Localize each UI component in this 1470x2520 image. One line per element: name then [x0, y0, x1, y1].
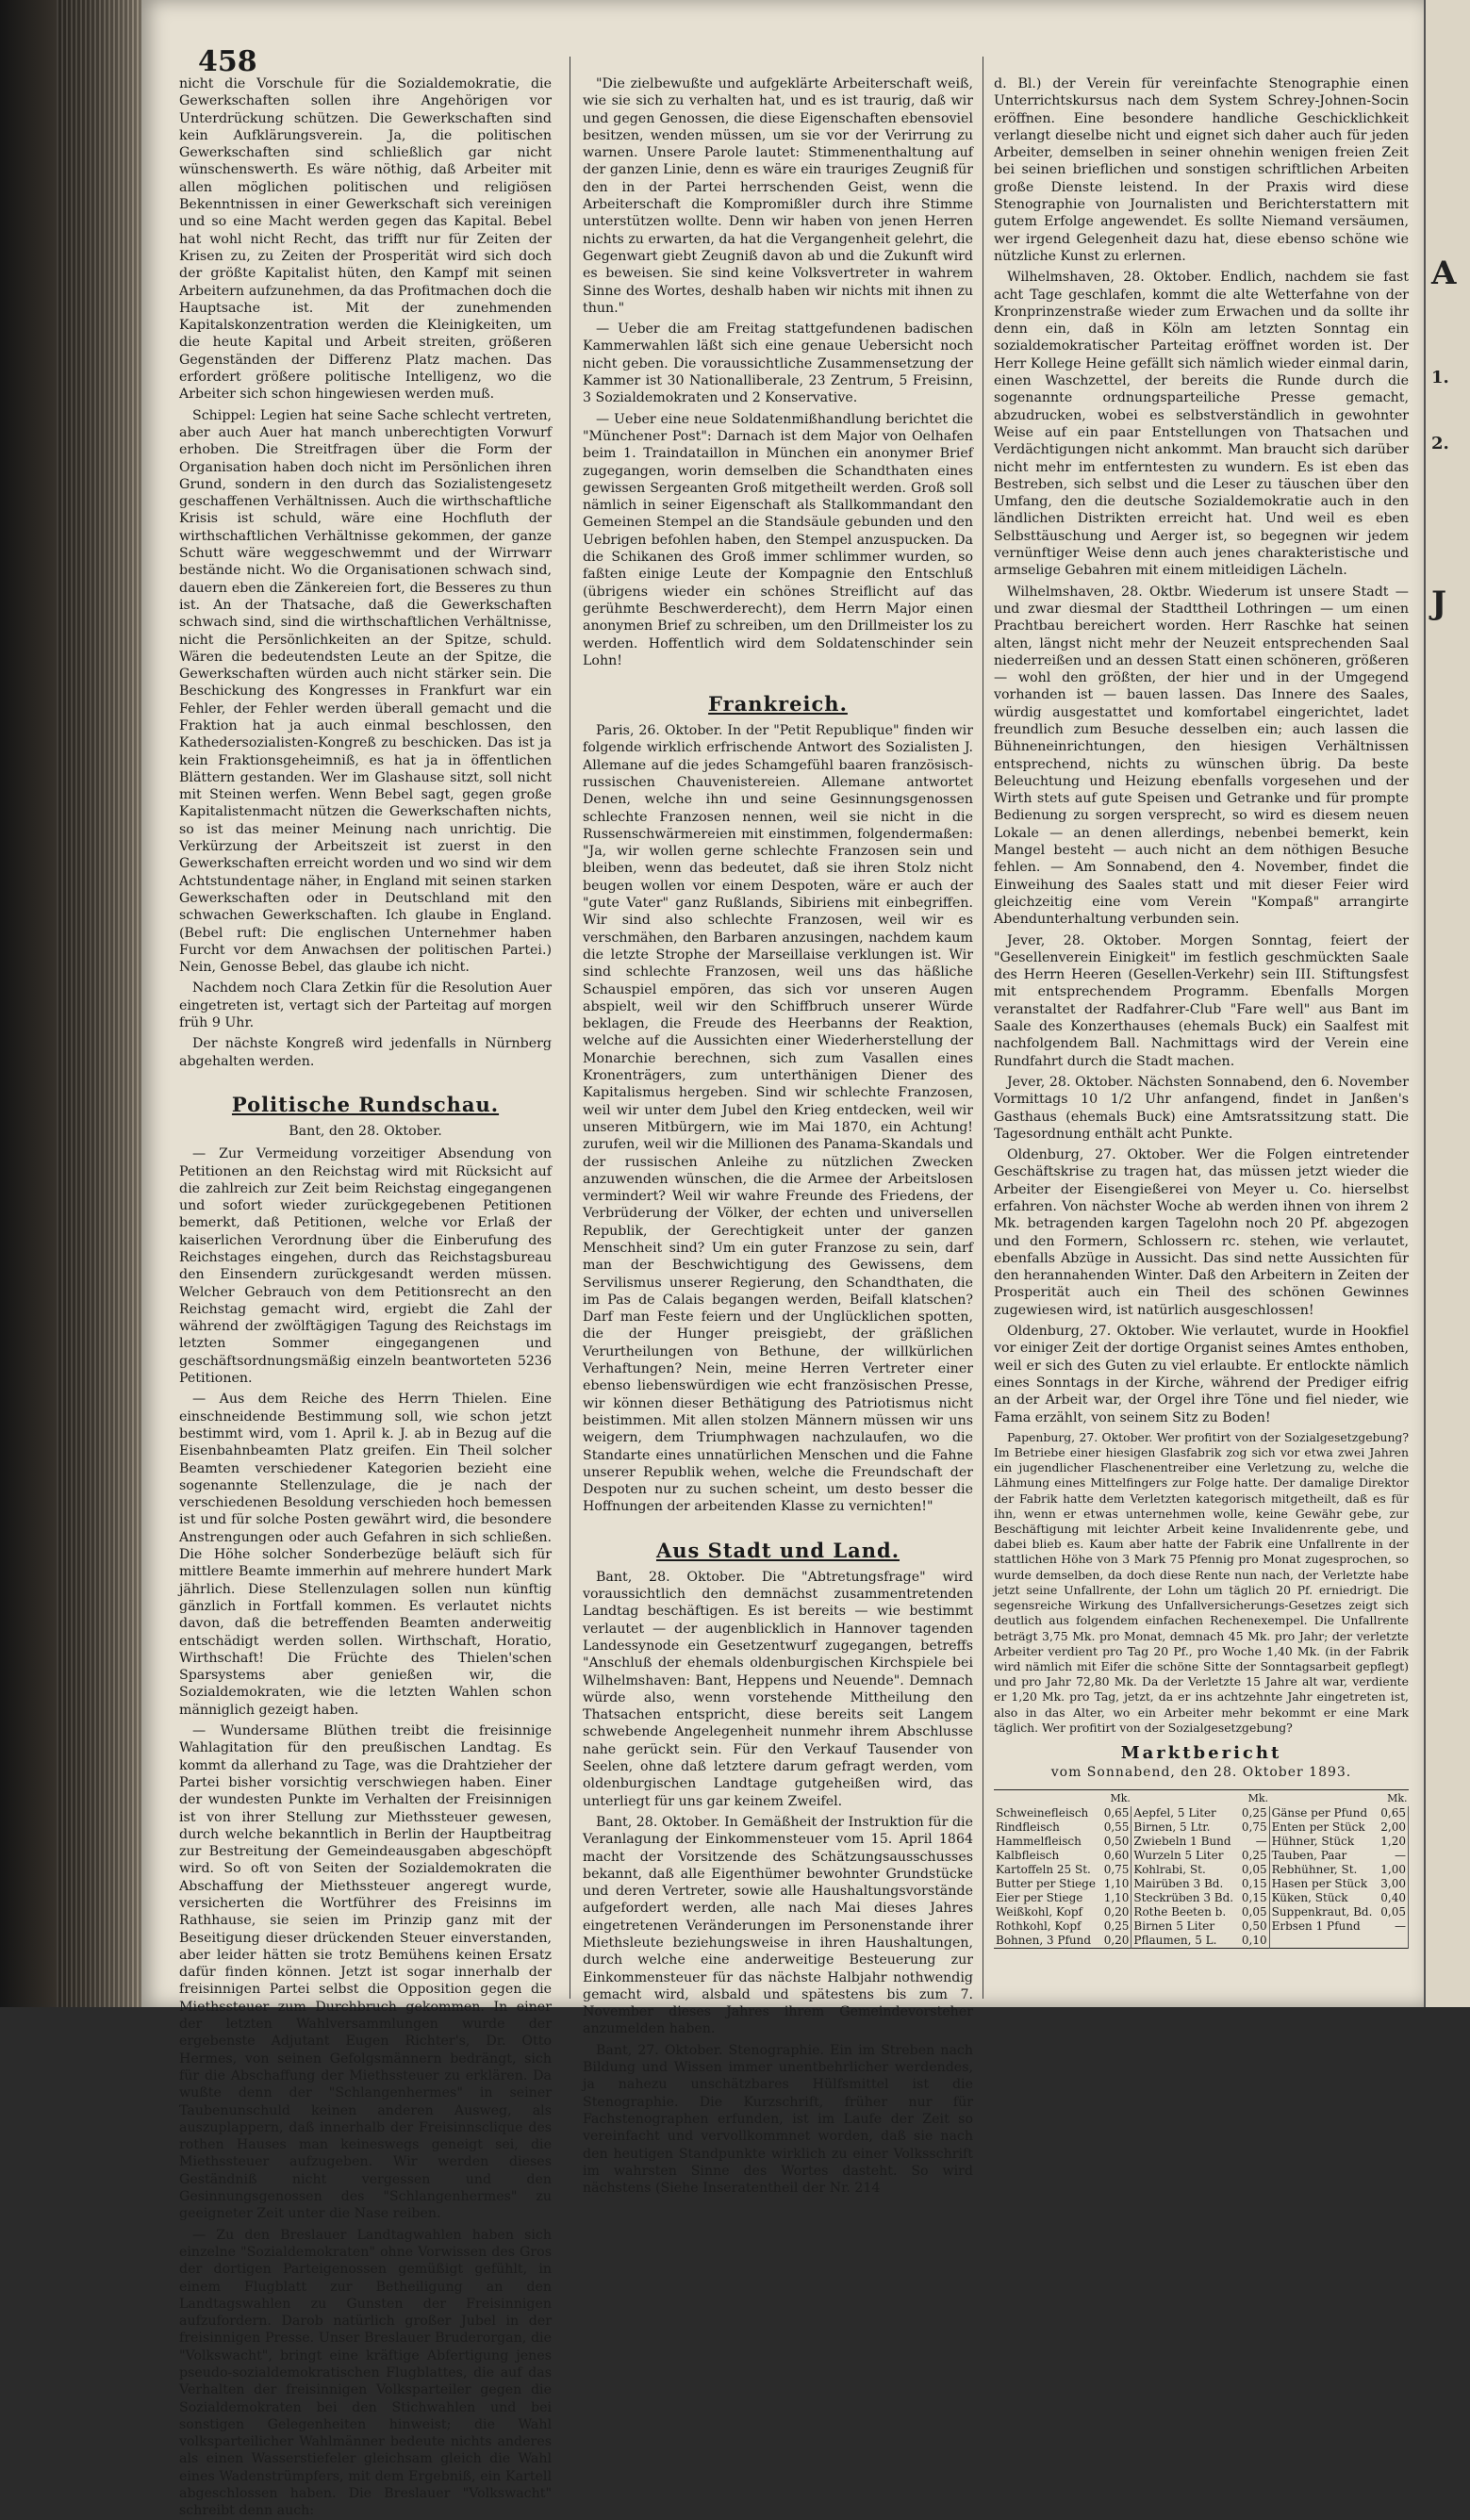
market-row [994, 1919, 1409, 1934]
market-item: Küken, Stück [1271, 1890, 1348, 1904]
market-price: 0,75 [1239, 1820, 1269, 1835]
adjacent-fragment: J [1431, 585, 1447, 622]
market-item: Eier per Stiege [996, 1890, 1083, 1904]
article-paragraph: "Die zielbewußte und aufgeklärte Arbeiterschaft weiß, wie sie sich zu verhalten hat, und es ist traurig, daß wir und gegen Genossen, die diese Eigenschaften ebensoviel besitzen, wenden müssen, um sie vor der Verirrung zu warnen. Unsere Parole lautet: Stimmenenthaltung auf der ganzen Linie, denn es wäre ein trauriges Zeugniß für den in der Partei herrschenden Geist, wenn die Arbeiterschaft die Kompromißler durch ihre Stimme unterstützen wollte. Denn wir haben von jenen Herren nichts zu erwarten, da hat die Vergangenheit gelehrt, die Gegenwart giebt Zeugniß davon ab und die Zukunft wird es beweisen. Sie sind keine Volksvertreter in wahrem Sinne des Wortes, deshalb haben wir nichts mit ihnen zu thun." [583, 76, 973, 316]
market-item: Rothkohl, Kopf [996, 1919, 1082, 1933]
market-price: 1,20 [1378, 1835, 1408, 1849]
market-item: Weißkohl, Kopf [996, 1904, 1082, 1919]
market-price: 0,10 [1239, 1934, 1269, 1949]
market-row [994, 1806, 1409, 1820]
market-item: Hühner, Stück [1271, 1834, 1355, 1848]
market-row [994, 1905, 1409, 1919]
market-price: 0,05 [1378, 1905, 1408, 1919]
market-item: Gänse per Pfund [1271, 1805, 1368, 1820]
market-item: Steckrüben 3 Bd. [1133, 1890, 1234, 1904]
article-paragraph: Bant, 28. Oktober. Die "Abtretungsfrage" wird voraussichtlich den demnächst zusammentretenden Landtag beschäftigen. Es ist bereits — wie bestimmt verlautet — der augenblicklich in Hannover tagenden Landessynode ein Gesetzentwurf zugegangen, betreffs "Anschluß der ehemals oldenburgischen Kirchspiele bei Wilhelmshaven: Bant, Heppens und Neuende". Demnach würde also, wenn vorstehende Mittheilung den Thatsachen entspricht, diese bereits seit Langem schwebende Angelegenheit nunmehr ihrem Abschlusse nahe gerückt sein. Für den Verkauf Tausender von Seelen, ohne daß letztere darum gefragt werden, vom oldenburgischen Landtage gutgeheißen wird, das unterliegt für uns gar keinem Zweifel. [583, 1569, 973, 1809]
adjacent-fragment: A [1431, 255, 1457, 292]
market-price: 0,20 [1101, 1934, 1131, 1949]
market-price: 0,25 [1239, 1849, 1269, 1863]
market-item: Aepfel, 5 Liter [1133, 1805, 1216, 1820]
column-1 [179, 75, 552, 2519]
market-price: 0,60 [1101, 1849, 1131, 1863]
article-paragraph: Bant, 27. Oktober. Stenographie. Ein im Streben nach Bildung und Wissen immer unentbehrlicher werdendes, ja nahezu unschätzbares Hülfsmittel ist die Stenographie. Die Kurzschrift, früher nur für Fachstenographen erfunden, ist im Laufe der Zeit so vereinfacht und vervollkommnet worden, daß sie nach den heutigen Standpunkte wirklich zu einer Volksschrift im wahrsten Sinne des Wortes dasteht. So wird nächstens (Siehe Inseratentheil der Nr. 214 [583, 2042, 973, 2197]
adjacent-fragment: 2. [1431, 434, 1449, 453]
market-price: 2,00 [1378, 1820, 1408, 1835]
binding-spine [57, 0, 151, 2007]
market-report-title: Marktbericht [1120, 1742, 1282, 1763]
market-price: 1,10 [1101, 1891, 1131, 1905]
market-price: 0,65 [1101, 1806, 1131, 1820]
market-price: 0,25 [1101, 1919, 1131, 1934]
unit-label: Mk. [1247, 1791, 1269, 1804]
market-row [994, 1891, 1409, 1905]
market-item: Kalbfleisch [996, 1848, 1060, 1862]
market-row [994, 1849, 1409, 1863]
market-item: Rothe Beeten b. [1133, 1904, 1227, 1919]
article-paragraph: Wilhelmshaven, 28. Oktober. Endlich, nachdem sie fast acht Tage geschlafen, kommt die alte Wetterfahne von der Kronprinzenstraße wieder zum Erwachen und da sollte ihr denn ein, daß in Köln am letzten Sonntag ein sozialdemokratischer Parteitag eröffnet worden ist. Der Herr Kollege Heine gefällt sich nämlich wieder einmal darin, einen Waschzettel, der bereits die Runde durch die sogenannte ordnungsparteiliche Presse gemacht, abzudrucken, wobei es selbstverständlich in gewohnter Weise auf ein paar Entstellungen von Thatsachen und Verdächtigungen nicht ankommt. Man braucht sich darüber nicht mehr im entferntesten zu wundern. Es ist eben das Bestreben, sich selbst und die Leser zu täuschen über den Umfang, den die deutsche Sozialdemokratie auch in den ländlichen Distrikten erreicht hat. Und weil es eben Selbsttäuschung und Aerger ist, so begegnen wir jedem vernünftiger Weise denn auch jenes charakteristische und armselige Gebahren mit einem mitleidigen Lächeln. [994, 270, 1409, 579]
article-paragraph: Oldenburg, 27. Oktober. Wie verlautet, wurde in Hookfiel vor einiger Zeit der dortige Organist seines Amtes enthoben, weil er sich des Guten zu viel erlaubte. Er entlockte nämlich eines Sonntags in der Kirche, während der Prediger eifrig an der Arbeit war, der Orgel ihre Töne und fiel nieder, wie Fama erzählt, von seinem Sitz zu Boden! [994, 1324, 1409, 1425]
market-item: Kohlrabi, St. [1133, 1862, 1206, 1876]
article-paragraph: — Wundersame Blüthen treibt die freisinnige Wahlagitation für den preußischen Landtag. Es kommt da allerhand zu Tage, was die Drahtzieher der Partei bisher vorsichtig verschwiegen haben. Einer der wundesten Punkte im Verhalten der Freisinnigen ist von ihrer Stellung zur Miethssteuer gewesen, durch welche bekanntlich in Berlin der Hauptbeitrag zur Bestreitung der Gemeindeausgaben abgeschöpft wird. So oft von Seiten der Sozialdemokraten die Abschaffung der Miethssteuer angeregt wurde, versicherten die Wortführer des Freisinns im Rathhause, sie seien im Prinzip ganz mit der Beseitigung dieser drückenden Steuer einverstanden, aber leider hätten sie trotz Bemühens keinen Ersatz dafür finden können. Jetzt ist sogar innerhalb der freisinnigen Partei selbst die Opposition gegen die Miethssteuer zum Durchbruch gekommen. In einer der letzten Wahlversammlungen wurde der ergebenste Adjutant Eugen Richter's, Dr. Otto Hermes, von seinen Gefolgsmännern bedrängt, sich für die Abschaffung der Miethssteuer zu erklären. Da wußte denn der "Schlangenhermes" in seiner Taubenunschuld keinen anderen Ausweg, als auszuplappern, daß innerhalb der Freisinnsclique des rothen Hauses man keineswegs geneigt sei, die Miethssteuer aufzugeben. Wir werden dieses Geständniß nicht vergessen und den Gesinnungsgenossen des "Schlangenhermes" zu geeigneter Zeit unter die Nase reiben. [179, 1723, 552, 2222]
article-paragraph: — Ueber eine neue Soldatenmißhandlung berichtet die "Münchener Post": Darnach ist dem Major von Oelhafen beim 1. Traindataillon in München ein anonymer Brief zugegangen, worin demselben die Schandthaten eines gewissen Sergeanten Groß mitgetheilt werden. Groß soll nämlich in seiner Eigenschaft als Stallkommandant den Gemeinen Stempel an die Standsäule gebunden und den Uebrigen befohlen haben, den Stempel anzuspucken. Da die Schikanen des Groß immer schlimmer wurden, so faßten einige Leute der Kompagnie den Entschluß (übrigens wieder ein schönes Streiflicht auf das gerühmte Beschwerderecht), dem Herrn Major einen anonymen Brief zu schreiben, um den Drillmeister los zu werden. Hoffentlich wird dem Soldatenschinder sein Lohn! [583, 411, 973, 668]
market-price: — [1378, 1849, 1408, 1863]
article-paragraph: Paris, 26. Oktober. In der "Petit Republique" finden wir folgende wirklich erfrischende Antwort des Sozialisten J. Allemane auf die jedes Schamgefühl baaren französisch-russischen Chauvenistereien. Allemane antwortet Denen, welche ihn und seine Gesinnungsgenossen schlechte Franzosen nennen, weil sie nicht in die Russenschwärmereien mit einstimmen, folgendermaßen: "Ja, wir wollen gerne schlechte Franzosen sein und bleiben, wenn das bedeutet, daß sie ihren Stolz nicht beugen wollen vor einem Despoten, wäre er auch der "gute Vater" ganz Rußlands, Sibiriens mit einbegriffen. Wir sind also schlechte Franzosen, weil wir es verschmähen, den Barbaren anzusingen, nachdem kaum die letzte Strophe der Marseillaise verklungen ist. Wir sind schlechte Franzosen, weil uns das häßliche Schauspiel empören, das sich vor unseren Augen abspielt, weil wir den Schiffbruch unserer Würde beklagen, die Freude des Heerbanns der Reaktion, welche auf die Aussichten einer Wiederherstellung der Monarchie berechnen, sich zum Vasallen eines Kronenträgers, zum unterthänigen Diener des Kapitalismus hergeben. Sind wir schlechte Franzosen, weil wir unter dem Jubel den Krieg entdecken, weil wir unseren Mitbürgern, wie im Mai 1870, ein Achtung! zurufen, weil wir die Millionen des Panama-Skandals und der russischen Anleihe zu nützlichen Zwecken anzuwenden wünschen, die die Armee der Arbeitslosen vermindert? Weil wir wahre Freunde des Friedens, der Verbrüderung der Völker, der echten und universellen Republik, der Gerechtigkeit unter der ganzen Menschheit sind? Um ein guter Franzose zu sein, darf man der Beschwichtigung des Gewissens, dem Servilismus unserer Regierung, den Schandthaten, die im Pas de Calais begangen werden, Beifall klatschen? Darf man Feste feiern und der Unglücklichen spotten, die der Hunger preisgiebt, der gräßlichen Verurtheilungen von Bethune, der willkürlichen Verhaftungen? Nein, meine Herren Vertreter einer ebenso liebenswürdigen wie echt französischen Presse, wir können dieser Bethätigung des Patriotismus nicht beistimmen. Mit allen stolzen Männern müssen wir uns weigern, dem Triumphwagen nachzulaufen, wo die Standarte eines unnatürlichen Menschen und die Fahne unserer Republik wehen, welche die Freundschaft der Despoten nur zu suchen scheint, um desto besser die Hoffnungen der arbeitenden Klasse zu vernichten!" [583, 723, 973, 1515]
article-paragraph: d. Bl.) der Verein für vereinfachte Stenographie einen Unterrichtskursus nach dem System Schrey-Johnen-Socin eröffnen. Eine besondere handliche Geschicklichkeit verlangt dieselbe nicht und eignet sich daher auch für jeden Arbeiter, demselben in seiner ohnehin wenigen freien Zeit bei seinen brieflichen und sonstigen schriftlichen Arbeiten große Dienste leistend. In der Praxis wird diese Stenographie von Journalisten und Berichterstattern mit gutem Erfolge angewendet. Es sollte Niemand versäumen, wer irgend Gelegenheit dazu hat, diese ebenso schöne wie nützliche Kunst zu erlernen. [994, 76, 1409, 264]
market-row [994, 1835, 1409, 1849]
market-item: Zwiebeln 1 Bund [1133, 1834, 1231, 1848]
article-paragraph: Wilhelmshaven, 28. Oktbr. Wiederum ist unsere Stadt — und zwar diesmal der Stadttheil Lothringen — um einen Prachtbau bereichert worden. Herr Raschke hat seinen alten, längst nicht mehr der Neuzeit entsprechenden Saal niederreißen und an dessen Statt einen schöneren, größeren — wohl den größten, der hier und in der Umgegend vorhanden ist — bauen lassen. Das Innere des Saales, würdig ausgestattet und komfortabel eingerichtet, ladet freundlich zum Besuche desselben ein; auch lassen die Bühneneinrichtungen, den hiesigen Verhältnissen entsprechend, nichts zu wünschen übrig. Da beste Beleuchtung und Heizung ebenfalls vorgesehen und der Wirth stets auf gute Speisen und Getranke und für prompte Bedienung zu sorgen versprecht, so wird es diesem neuen Lokale — an denen allerdings, nebenbei bemerkt, kein Mangel besteht — auch nicht an dem nöthigen Besuche fehlen. — Am Sonnabend, den 4. November, findet die Einweihung des Saales statt und mit dieser Feier wird gleichzeitig eine vom Verein "Kompaß" arrangirte Abendunterhaltung verbunden sein. [994, 584, 1409, 928]
market-row [994, 1863, 1409, 1877]
market-item: Birnen 5 Liter [1133, 1919, 1215, 1933]
market-item: Wurzeln 5 Liter [1133, 1848, 1224, 1862]
market-price: 0,25 [1239, 1806, 1269, 1820]
article-paragraph: nicht die Vorschule für die Sozialdemokratie, die Gewerkschaften sollen ihre Angehörigen vor Unterdrückung schützen. Die Gewerkschaften sind kein Aufklärungsverein. Ja, die politischen Gewerkschaften sind schließlich gar nicht wünschenswerth. Es wäre nöthig, daß Arbeiter mit allen möglichen politischen und religiösen Bekenntnissen in einer Gewerkschaft sich vereinigen und so eine Macht werden gegen das Kapital. Bebel hat wohl nicht Recht, das trifft nur für Zeiten der Krisen zu, zu Zeiten der Prosperität wird sich doch der größte Kapitalist hüten, den Kampf mit seinen Arbeitern aufzunehmen, da das Profitmachen doch die Hauptsache ist. Mit der zunehmenden Kapitalskonzentration werden die Kleinigkeiten, um die heute Kapital und Arbeit streiten, größeren Gegenständen der Differenz Platz machen. Das erfordert größere politische Intelligenz, wo die Arbeiter sich schon hingewiesen werden muß. [179, 76, 552, 403]
market-price: 1,00 [1378, 1863, 1408, 1877]
article-paragraph: Schippel: Legien hat seine Sache schlecht vertreten, aber auch Auer hat manch unberechtigten Vorwurf erhoben. Die Streitfragen über die Form der Organisation haben doch nicht im Persönlichen ihren Grund, sondern in den durch das Sozialistengesetz geschaffenen Verhältnissen. Auch die wirthschaftliche Krisis ist schuld, wäre eine Hochfluth der wirthschaftlichen Verhältnisse gekommen, der ganze Schutt wäre weggeschwemmt und der Wirrwarr bestände nicht. Wo die Organisationen schwach sind, dauern eben die Zänkereien fort, die Besseres zu thun ist. An der Thatsache, daß die Gewerkschaften schwach sind, sind die wirthschaftlichen Verhältnisse, nicht die Persönlichkeiten an der Spitze, schuld. Wären die bedeutendsten Leute an der Spitze, die Gewerkschaften würden auch nicht stärker sein. Die Beschickung des Kongresses in Frankfurt war ein Fehler, der Fehler werden überall gemacht und die Fraktion hat ja auch einmal beschlossen, den Kathedersozialisten-Kongreß zu beschicken. Das ist ja kein Fraktionsgeheimniß, es hat ja in öffentlichen Blättern gestanden. Wer im Glashause sitzt, soll nicht mit Steinen werfen. Wenn Bebel sagt, gegen große Kapitalistenmacht nützen die Gewerkschaften nichts, so ist das meiner Meinung nach unrichtig. Die Verkürzung der Arbeitszeit ist zuerst in den Gewerkschaften erreicht worden und wo sind wir dem Achtstundentage näher, in England mit seinen starken Gewerkschaften oder in Deutschland mit den schwachen Gewerkschaften. Ich glaube in England. (Bebel ruft: Die englischen Unternehmer haben Furcht vor dem Anwachsen der politischen Partei.) Nein, Genosse Bebel, das glaube ich nicht. [179, 407, 552, 976]
market-price: 0,15 [1239, 1891, 1269, 1905]
article-paragraph: — Ueber die am Freitag stattgefundenen badischen Kammerwahlen läßt sich eine genaue Uebersicht noch nicht geben. Die voraussichtliche Zusammensetzung der Kammer ist 30 Nationalliberale, 23 Zentrum, 5 Freisinn, 3 Sozialdemokraten und 2 Konservative. [583, 321, 973, 406]
column-3 [994, 75, 1409, 1994]
page-number: 458 [198, 45, 257, 78]
market-price: 0,50 [1101, 1835, 1131, 1849]
market-price: 3,00 [1378, 1877, 1408, 1891]
market-price [1378, 1934, 1408, 1949]
market-row [994, 1820, 1409, 1835]
section-heading: Frankreich. [708, 692, 848, 716]
market-price: 0,40 [1378, 1891, 1408, 1905]
market-item: Pflaumen, 5 L. [1133, 1933, 1217, 1947]
market-report-date: vom Sonnabend, den 28. Oktober 1893. [1050, 1765, 1352, 1781]
market-price: 0,50 [1239, 1919, 1269, 1934]
market-price: — [1378, 1919, 1408, 1934]
unit-label: Mk. [1110, 1791, 1131, 1804]
unit-label: Mk. [1387, 1791, 1408, 1804]
market-price: 0,75 [1101, 1863, 1131, 1877]
section-heading: Aus Stadt und Land. [655, 1538, 900, 1562]
market-item: Suppenkraut, Bd. [1271, 1904, 1373, 1919]
market-price: 0,05 [1239, 1863, 1269, 1877]
market-price: 0,15 [1239, 1877, 1269, 1891]
market-item: Hasen per Stück [1271, 1876, 1368, 1890]
article-paragraph: Jever, 28. Oktober. Morgen Sonntag, feiert der "Gesellenverein Einigkeit" im festlich geschmückten Saale des Herrn Heeren (Gesellen-Verkehr) sein III. Stiftungsfest mit entsprechendem Programm. Ebenfalls Morgen veranstaltet der Radfahrer-Club "Fare well" aus Bant im Saale des Konzerthauses (ehemals Buck) ein Saalfest mit nachfolgendem Ball. Nachmittags wird der Verein eine Rundfahrt durch die Stadt machen. [994, 932, 1409, 1069]
market-price: 0,20 [1101, 1905, 1131, 1919]
dateline: Bant, den 28. Oktober. [289, 1123, 442, 1139]
market-price: — [1239, 1835, 1269, 1849]
market-price: 1,10 [1101, 1877, 1131, 1891]
market-item [1269, 1934, 1378, 1949]
section-heading: Politische Rundschau. [231, 1092, 500, 1116]
book-binding [0, 0, 151, 2007]
adjacent-page-edge [1424, 0, 1470, 2007]
article-paragraph-small: Papenburg, 27. Oktober. Wer profitirt von der Sozialgesetzgebung? Im Betriebe einer hiesigen Glasfabrik zog sich vor etwa zwei Jahren ein jugendlicher Flaschenentreiber eine Verletzung zu, welche die Lähmung eines Mittelfingers zur Folge hatte. Der damalige Direktor der Fabrik hatte dem Verletzten kategorisch mitgetheilt, daß es für ihn, wenn er etwas unternehmen wolle, keine Gewähr gebe, zur Beschäftigung mit leichter Arbeit keine Invalidenrente gebe, und dabei blieb es. Kaum aber hatte der Fabrik eine Unfallrente in der stattlichen Höhe von 3 Mark 75 Pfennig pro Monat zugesprochen, so wurde demselben, da doch diese Rente nun nach, der Verletzte habe jetzt seine Unfallrente, der Lohn um täglich 20 Pf. erniedrigt. Die segensreiche Wirkung des Unfallversicherungs-Gesetzes zeigt sich deutlich aus folgendem einfachen Rechenexempel. Die Unfallrente beträgt 3,75 Mk. pro Monat, demnach 45 Mk. pro Jahr; der verletzte Arbeiter verdient pro Tag 20 Pf., pro Woche 1,40 Mk. (in der Fabrik wird nämlich mit Eifer die schöne Sitte der Sonntagsarbeit gepflegt) und pro Jahr 72,80 Mk. Da der Verletzte 15 Jahre alt war, verdiente er 1,20 Mk. pro Tag, jetzt, da er ins achtzehnte Jahr eingetreten ist, also in das Alter, wo ein Arbeiter mehr bekommt er eine Mark täglich. Wer profitirt von der Sozialgesetzgebung? [994, 1429, 1409, 1735]
article-paragraph: — Zur Vermeidung vorzeitiger Absendung von Petitionen an den Reichstag wird mit Rücksicht auf die zahlreich zur Zeit beim Reichstag eingegangenen und sofort wieder zurückgegebenen Petitionen bemerkt, daß Petitionen, welche vor Erlaß der kaiserlichen Verordnung über die Einberufung des Reichstages eingehen, durch das Reichstagsbureau den Einsendern zurückgesandt werden müssen. Welcher Gebrauch von dem Petitionsrecht an den Reichstag gemacht wird, ergiebt die Zahl der während der zwölftägigen Tagung des Reichstags im letzten Sommer eingegangenen und geschäftsordnungsmäßig einzeln beantworteten 5236 Petitionen. [179, 1146, 552, 1387]
column-2 [583, 75, 973, 2197]
market-item: Rebhühner, St. [1271, 1862, 1358, 1876]
article-paragraph: Jever, 28. Oktober. Nächsten Sonnabend, den 6. November Vormittags 10 1/2 Uhr anfangend, findet in Janßen's Gasthaus (ehemals Buck) eine Amtsratssitzung statt. Die Tagesordnung enthält acht Punkte. [994, 1074, 1409, 1142]
article-paragraph: — Aus dem Reiche des Herrn Thielen. Eine einschneidende Bestimmung soll, wie schon jetzt bestimmt wird, vom 1. April k. J. ab in Bezug auf die Eisenbahnbeamten Platz greifen. Ein Theil solcher Beamten verschiedener Kategorien bezieht eine sogenannte Stellenzulage, die je nach der verschiedenen Besoldung verschieden hoch bemessen ist und für solche Posten gewährt wird, die besondere Anstrengungen oder auch Gefahren in sich schließen. Die Höhe solcher Sonderbezüge beläuft sich für mittlere Beamte immerhin auf mehrere hundert Mark jährlich. Diese Stellenzulagen sollen nun künftig gänzlich in Fortfall kommen. Es verlautet nichts davon, daß die betreffenden Beamten anderweitig entschädigt werden sollen. Wirthschaft, Horatio, Wirthschaft! Die Früchte des Thielen'schen Sparsystems aber genießen wir, die Sozialdemokraten, wie die letzten Wahlen schon männiglich gezeigt haben. [179, 1392, 552, 1718]
market-row [994, 1877, 1409, 1891]
market-item: Butter per Stiege [996, 1876, 1096, 1890]
market-row [994, 1934, 1409, 1949]
article-paragraph: — Zu den Breslauer Landtagwahlen haben sich einzelne "Sozialdemokraten" ohne Vorwissen des Gros der dortigen Parteigenossen gemüßigt gefühlt, in einem Flugblatt zur Betheiligung an den Landtagswahlen zu Gunsten der Freisinnigen aufzufordern. Darob natürlich großer Jubel in der freisinnigen Presse. Unser Breslauer Bruderorgan, die "Volkswacht", bringt eine kräftige Abfertigung jenes pseudo-sozialdemokratischen Flugblattes, die auf das Verhalten der freisinnigen Volksparteiler gegen die Sozialdemokraten bei den Stichwahlen und bei sonstigen Gelegenheiten hinweist; die Wahl volksparteilicher Wahlmänner bedeute nichts anderes als einen Wasserstiefeler gleichsam gleich die Wahl eines Wadenstrümpfers, mit dem Ergebniß, ein Kartell abgeschlossen haben. Die Breslauer "Volkswacht" schreibt denn auch: [179, 2227, 552, 2519]
market-item: Bohnen, 3 Pfund [996, 1933, 1092, 1947]
market-item: Enten per Stück [1271, 1820, 1365, 1834]
market-item: Mairüben 3 Bd. [1133, 1876, 1224, 1890]
article-paragraph: Bant, 28. Oktober. In Gemäßheit der Instruktion für die Veranlagung der Einkommensteuer vom 15. April 1864 macht der Vorsitzende des Schätzungsausschusses bekannt, daß alle Eigenthümer bewohnter Grundstücke und deren Vertreter, sowie alle Haushaltungsvorstände aufgefordert werden, alle nach Mai dieses Jahres eingetretenen Veränderungen im Personenstande ihrer Miethsleute beziehungsweise in ihren Haushaltungen, durch welche eine anderweitige Besteuerung zur Einkommensteuer für das nächste Halbjahr nothwendig gemacht wird, alsbald und spätestens bis zum 7. November dieses Jahres ihrem Gemeindevorsteher anzumelden haben. [583, 1814, 973, 2037]
market-price-table [994, 1789, 1409, 1949]
market-item: Kartoffeln 25 St. [996, 1862, 1091, 1876]
market-price: 0,55 [1101, 1820, 1131, 1835]
market-item: Erbsen 1 Pfund [1271, 1919, 1361, 1933]
article-paragraph: Nachdem noch Clara Zetkin für die Resolution Auer eingetreten ist, vertagt sich der Parteitag auf morgen früh 9 Uhr. [179, 980, 552, 1031]
adjacent-fragment: 1. [1431, 368, 1449, 387]
article-paragraph: Der nächste Kongreß wird jedenfalls in Nürnberg abgehalten werden. [179, 1036, 552, 1069]
market-item: Hammelfleisch [996, 1834, 1082, 1848]
market-price: 0,05 [1239, 1905, 1269, 1919]
market-item: Schweinefleisch [996, 1805, 1089, 1820]
market-item: Tauben, Paar [1271, 1848, 1347, 1862]
market-price: 0,65 [1378, 1806, 1408, 1820]
market-item: Birnen, 5 Ltr. [1133, 1820, 1211, 1834]
article-paragraph: Oldenburg, 27. Oktober. Wer die Folgen eintretender Geschäftskrise zu tragen hat, das müssen jetzt wieder die Arbeiter der Eisengießerei von Meyer u. Co. hierselbst erfahren. Von nächster Woche ab werden ihnen von ihrem 2 Mk. betragenden kargen Tagelohn noch 20 Pf. abgezogen und den Formern, Schlossern rc. stehen, wie verlautet, ebenfalls Abzüge in Aussicht. Das sind nette Aussichten für den herannahenden Winter. Daß den Arbeitern in Zeiten der Prosperität auch ein Theil des schönen Gewinnes zugewiesen wird, ist natürlich ausgeschlossen! [994, 1147, 1409, 1318]
market-item: Rindfleisch [996, 1820, 1060, 1834]
